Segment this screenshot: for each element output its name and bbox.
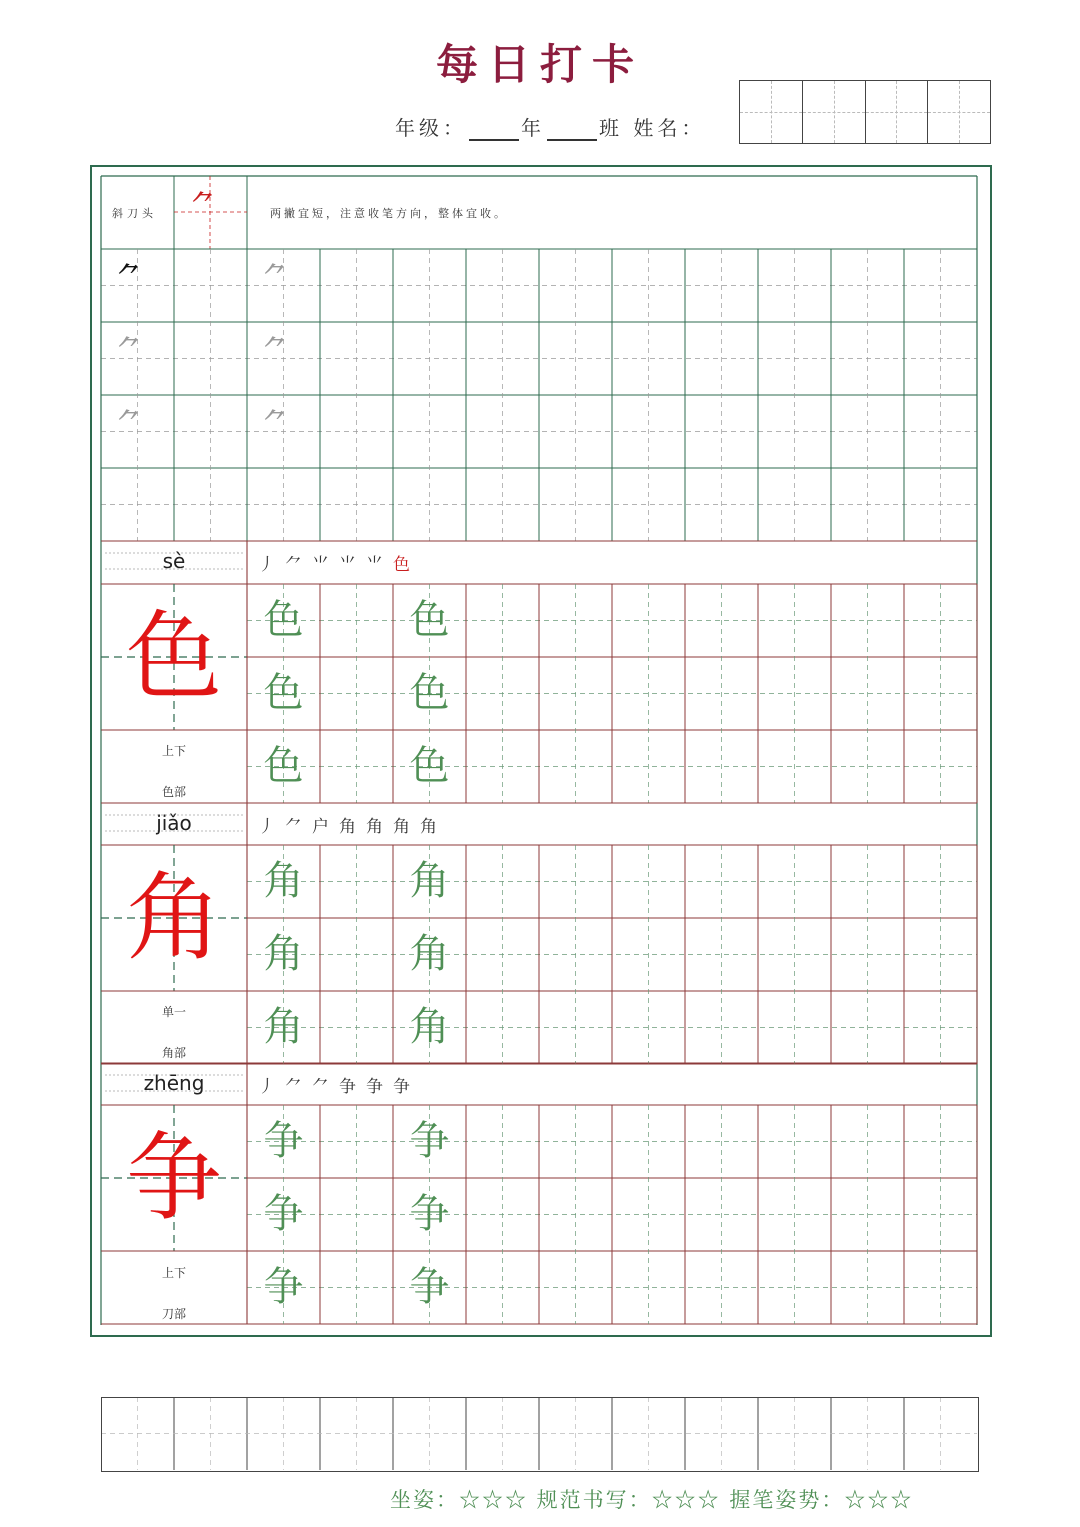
trace-character: 角	[409, 931, 450, 977]
trace-character: 角	[409, 858, 450, 904]
structure-label: 上下	[161, 744, 186, 758]
trace-character: 争	[409, 1118, 450, 1164]
trace-character: 色	[409, 597, 450, 643]
trace-character: 争	[263, 1118, 304, 1164]
stroke-step: ⺈	[285, 1077, 312, 1097]
trace-character: 争	[409, 1191, 450, 1237]
structure-label: 单一	[161, 1005, 186, 1019]
trace-character: 争	[263, 1191, 304, 1237]
trace-character: 色	[263, 597, 304, 643]
stroke-step: 角	[420, 817, 447, 837]
radical-name: 斜刀头	[112, 207, 157, 220]
radical-trace: ⺈	[118, 408, 141, 434]
page-title: 每日打卡	[435, 40, 644, 89]
stroke-step: ⺌	[312, 555, 339, 575]
radical-trace: ⺈	[118, 335, 141, 361]
radical-trace: ⺈	[264, 262, 287, 288]
radical-tip: 两撇宜短，注意收笔方向，整体宜收。	[270, 207, 508, 220]
pinyin-label: jiǎo	[156, 811, 192, 835]
self-rating: 坐姿：☆☆☆ 规范书写：☆☆☆ 握笔姿势：☆☆☆	[390, 1488, 914, 1512]
grade-label: 年级：	[395, 116, 467, 140]
stroke-step: ⺌	[339, 555, 366, 575]
radical-trace: ⺈	[264, 335, 287, 361]
trace-character: 角	[263, 858, 304, 904]
radical-label: 色部	[161, 785, 186, 799]
pinyin-label: zhēng	[143, 1071, 205, 1095]
trace-character: 争	[263, 1264, 304, 1310]
stroke-step: 丿	[258, 817, 285, 837]
trace-character: 色	[409, 670, 450, 716]
trace-character: 色	[263, 743, 304, 789]
stroke-order	[258, 812, 447, 837]
radical-model: ⺈	[192, 190, 215, 216]
radical-trace-solid: ⺈	[118, 262, 141, 288]
model-character: 角	[126, 862, 222, 974]
name-label: 姓名：	[633, 116, 706, 140]
stroke-step: ⺌	[366, 555, 393, 575]
stroke-step: ⺈	[312, 1077, 339, 1097]
trace-character: 角	[263, 1004, 304, 1050]
structure-label: 上下	[161, 1266, 186, 1280]
trace-character: 色	[409, 743, 450, 789]
stroke-step: 角	[366, 817, 393, 837]
trace-character: 争	[409, 1264, 450, 1310]
pinyin-label: sè	[162, 549, 186, 573]
radical-label: 刀部	[161, 1307, 186, 1321]
radical-label: 角部	[161, 1046, 186, 1060]
bottom-writing-strip[interactable]	[101, 1397, 979, 1472]
model-character: 争	[126, 1122, 222, 1234]
stroke-order	[258, 1072, 420, 1097]
stroke-order	[258, 550, 420, 575]
stroke-step: 争	[339, 1077, 366, 1097]
stroke-step: 争	[393, 1077, 420, 1097]
year-suffix: 年	[521, 116, 545, 140]
model-character: 色	[126, 601, 222, 713]
stroke-step: 角	[339, 817, 366, 837]
trace-character: 角	[263, 931, 304, 977]
trace-character: 色	[263, 670, 304, 716]
stroke-step: 色	[393, 555, 420, 575]
stroke-step: 角	[393, 817, 420, 837]
stroke-step: 户	[312, 817, 339, 837]
class-suffix: 班	[599, 116, 623, 140]
radical-trace: ⺈	[264, 408, 287, 434]
stroke-step: 丿	[258, 1077, 285, 1097]
stroke-step: ⺈	[285, 555, 312, 575]
stroke-step: ⺈	[285, 817, 312, 837]
stroke-step: 丿	[258, 555, 285, 575]
trace-character: 角	[409, 1004, 450, 1050]
stroke-step: 争	[366, 1077, 393, 1097]
